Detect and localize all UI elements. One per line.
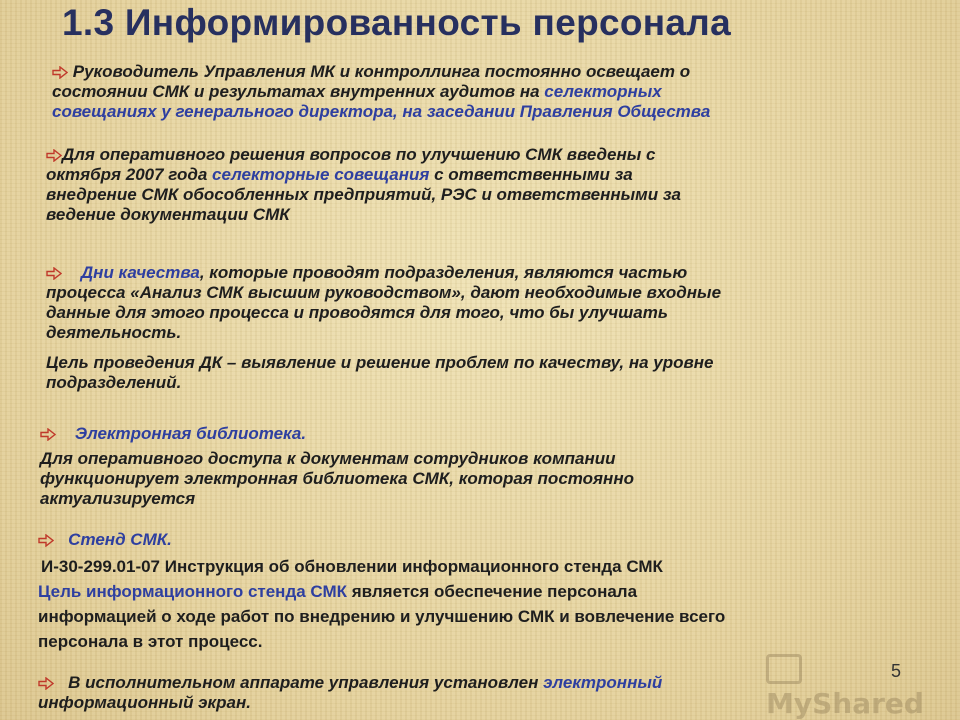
bullet-arrow-icon — [40, 424, 56, 443]
p6-highlight: электронный — [543, 673, 663, 692]
bullet-arrow-icon — [46, 145, 62, 164]
presentation-icon — [766, 654, 802, 684]
paragraph-6 — [38, 673, 662, 713]
p6-line2: информационный экран. — [38, 693, 252, 712]
paragraph-2 — [46, 145, 681, 225]
p1-line1: Руководитель Управления МК и контроллинга постоянно освещает о — [72, 62, 691, 81]
p3-line3: данные для этого процесса и проводятся для того, что бы улучшать — [46, 303, 668, 322]
p3-line2: процесса «Анализ СМК высшим руководством», дают необходимые входные — [46, 283, 722, 302]
bullet-arrow-icon — [38, 530, 54, 549]
paragraph-1 — [52, 62, 710, 122]
p6-line1: В исполнительном аппарате управления установлен — [68, 673, 544, 692]
p1-highlight-1: селекторных — [544, 82, 662, 101]
p2-line1: Для оперативного решения вопросов по улучшению СМК введены с — [62, 145, 656, 164]
p2-highlight: селекторные совещания — [212, 165, 430, 184]
p1-highlight-2: заседании Правления Общества — [426, 102, 711, 121]
p2-line2: октября 2007 года — [46, 165, 213, 184]
p3-line4: деятельность. — [46, 323, 182, 342]
p4-line1: Для оперативного доступа к документам сотрудников компании — [40, 449, 616, 468]
p5-line2: является обеспечение персонала — [347, 582, 638, 601]
p4-heading: Электронная библиотека. — [74, 424, 307, 443]
p5-line1: И-30-299.01-07 Инструкция об обновлении информационного стенда СМК — [41, 557, 663, 576]
watermark-logo — [766, 654, 960, 720]
p3-line6: подразделений. — [46, 373, 182, 392]
p5-highlight: Цель информационного стенда СМК — [38, 582, 348, 601]
p5-line3: информацией о ходе работ по внедрению и улучшению СМК и вовлечение всего — [38, 607, 726, 626]
watermark-text: MyShared — [766, 687, 924, 720]
paragraph-3 — [46, 263, 721, 393]
p3-line5: Цель проведения ДК – выявление и решение проблем по качеству, на уровне — [46, 353, 714, 372]
bullet-arrow-icon — [52, 62, 68, 81]
bullet-arrow-icon — [46, 263, 62, 282]
p2-line4: ведение документации СМК — [46, 205, 290, 224]
page-number: 5 — [891, 661, 902, 681]
p2-line3: внедрение СМК обособленных предприятий, РЭС и ответственными за — [46, 185, 681, 204]
paragraph-4 — [40, 424, 634, 509]
p1-line2: состоянии СМК и результатах внутренних аудитов на — [52, 82, 545, 101]
p3-highlight: Дни качества — [80, 263, 200, 282]
p2-line2-end: с ответственными за — [429, 165, 633, 184]
paragraph-5 — [38, 530, 725, 654]
bullet-arrow-icon — [38, 673, 54, 692]
p4-line3: актуализируется — [40, 489, 196, 508]
p5-line4: персонала в этот процесс. — [38, 632, 263, 651]
p1-line3: совещаниях у генерального директора, на — [52, 102, 427, 121]
p5-heading: Стенд СМК. — [68, 530, 172, 549]
slide-title: 1.3 Информированность персонала — [62, 2, 731, 43]
p3-line1: , которые проводят подразделения, являются частью — [199, 263, 688, 282]
p4-line2: функционирует электронная библиотека СМК, которая постоянно — [40, 469, 634, 488]
